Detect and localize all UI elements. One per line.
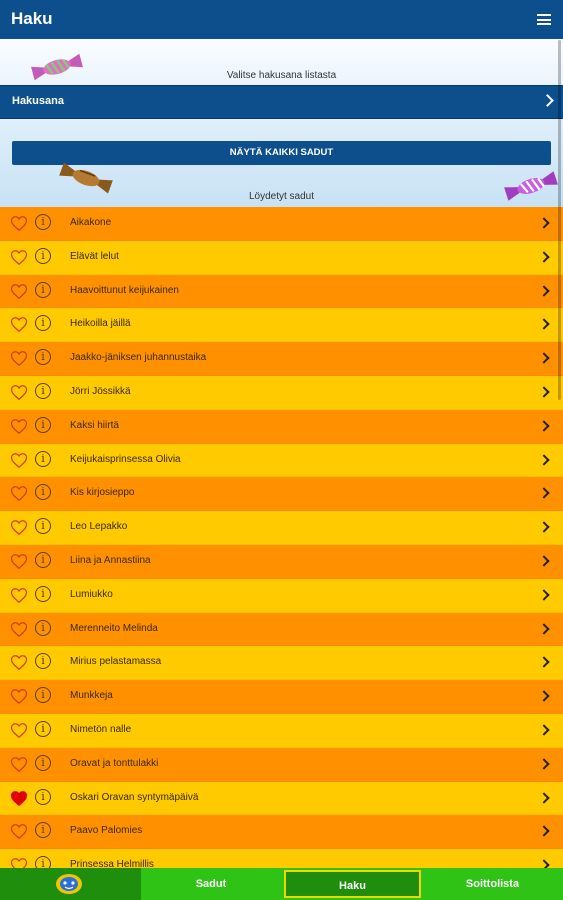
story-title: Kis kirjosieppo xyxy=(70,487,135,499)
info-icon[interactable]: i xyxy=(35,451,51,467)
chevron-right-icon xyxy=(538,386,549,397)
heart-icon[interactable] xyxy=(10,587,28,604)
chevron-right-icon xyxy=(538,420,549,431)
search-term-label: Hakusana xyxy=(12,95,64,107)
list-item[interactable] xyxy=(0,815,563,849)
found-stories-label: Löydetyt sadut xyxy=(248,191,315,202)
list-item[interactable] xyxy=(0,444,563,478)
heart-icon[interactable] xyxy=(10,790,28,807)
list-item[interactable] xyxy=(0,782,563,816)
list-item[interactable] xyxy=(0,511,563,545)
story-title: Prinsessa Helmillis xyxy=(70,859,154,868)
info-icon[interactable]: i xyxy=(35,315,51,331)
info-icon[interactable]: i xyxy=(35,282,51,298)
info-icon[interactable]: i xyxy=(35,856,51,868)
show-all-stories-button[interactable]: NÄYTÄ KAIKKI SADUT xyxy=(12,141,551,165)
story-list xyxy=(0,207,563,868)
heart-icon[interactable] xyxy=(10,823,28,840)
search-header xyxy=(0,39,563,207)
info-icon[interactable]: i xyxy=(35,755,51,771)
heart-icon[interactable] xyxy=(10,621,28,638)
heart-icon[interactable] xyxy=(10,418,28,435)
chevron-right-icon xyxy=(538,758,549,769)
heart-icon[interactable] xyxy=(10,283,28,300)
info-icon[interactable]: i xyxy=(35,383,51,399)
info-icon[interactable]: i xyxy=(35,822,51,838)
heart-icon[interactable] xyxy=(10,249,28,266)
chevron-right-icon xyxy=(538,251,549,262)
heart-icon[interactable] xyxy=(10,553,28,570)
info-icon[interactable]: i xyxy=(35,789,51,805)
candy-purple-icon xyxy=(503,170,559,202)
hamburger-menu-icon[interactable] xyxy=(537,14,551,25)
list-item[interactable] xyxy=(0,579,563,613)
info-icon[interactable]: i xyxy=(35,417,51,433)
story-title: Leo Lepakko xyxy=(70,521,128,533)
story-title: Nimetön nalle xyxy=(70,723,132,735)
candy-brown-icon xyxy=(58,162,114,194)
scrollbar[interactable] xyxy=(558,40,561,400)
chevron-right-icon xyxy=(538,690,549,701)
heart-icon[interactable] xyxy=(10,654,28,671)
chevron-right-icon xyxy=(538,522,549,533)
chevron-right-icon xyxy=(538,792,549,803)
list-item[interactable] xyxy=(0,275,563,309)
story-title: Lumiukko xyxy=(70,588,113,600)
info-icon[interactable]: i xyxy=(35,586,51,602)
heart-icon[interactable] xyxy=(10,756,28,773)
info-icon[interactable]: i xyxy=(35,687,51,703)
info-icon[interactable]: i xyxy=(35,484,51,500)
story-title: Elävät lelut xyxy=(70,250,119,262)
story-title: Liina ja Annastiina xyxy=(70,554,151,566)
info-icon[interactable]: i xyxy=(35,248,51,264)
tab-sadut[interactable]: Sadut xyxy=(195,878,227,890)
heart-icon[interactable] xyxy=(10,384,28,401)
info-icon[interactable]: i xyxy=(35,653,51,669)
chevron-right-icon xyxy=(538,724,549,735)
heart-icon[interactable] xyxy=(10,688,28,705)
chevron-right-icon xyxy=(538,589,549,600)
chevron-right-icon xyxy=(538,826,549,837)
chevron-right-icon xyxy=(538,353,549,364)
story-title: Aikakone xyxy=(70,217,112,228)
list-item[interactable] xyxy=(0,410,563,444)
page-title: Haku xyxy=(11,9,53,28)
info-icon[interactable]: i xyxy=(35,552,51,568)
list-item[interactable] xyxy=(0,545,563,579)
list-item[interactable] xyxy=(0,342,563,376)
chevron-right-icon xyxy=(538,859,549,868)
info-icon[interactable]: i xyxy=(35,518,51,534)
story-title: Oravat ja tonttulakki xyxy=(70,757,159,769)
app-bar xyxy=(0,0,563,39)
list-item[interactable] xyxy=(0,680,563,714)
chevron-right-icon xyxy=(541,94,554,107)
tab-home[interactable] xyxy=(0,868,141,900)
story-title: Heikoilla jäillä xyxy=(70,318,131,330)
info-icon[interactable]: i xyxy=(35,349,51,365)
chevron-right-icon xyxy=(538,319,549,330)
chevron-right-icon xyxy=(538,488,549,499)
flower-logo-icon xyxy=(54,872,84,896)
list-item[interactable] xyxy=(0,376,563,410)
heart-icon[interactable] xyxy=(10,452,28,469)
chevron-right-icon xyxy=(538,623,549,634)
list-item[interactable] xyxy=(0,207,563,241)
heart-icon[interactable] xyxy=(10,215,28,232)
chevron-right-icon xyxy=(538,454,549,465)
list-item[interactable] xyxy=(0,241,563,275)
chevron-right-icon xyxy=(538,217,549,228)
story-title: Munkkeja xyxy=(70,690,113,702)
tab-soittolista[interactable]: Soittolista xyxy=(465,878,520,890)
story-title: Merenneito Melinda xyxy=(70,622,158,634)
chevron-right-icon xyxy=(538,285,549,296)
list-item[interactable] xyxy=(0,849,563,868)
story-title: Jaakko-jäniksen juhannustaika xyxy=(70,352,207,364)
tab-haku[interactable]: Haku xyxy=(284,870,421,898)
story-title: Kaksi hiirtä xyxy=(70,419,119,431)
story-title: Mirius pelastamassa xyxy=(70,656,162,668)
heart-icon[interactable] xyxy=(10,519,28,536)
chevron-right-icon xyxy=(538,555,549,566)
list-item[interactable] xyxy=(0,613,563,647)
story-title: Jörri Jössikkä xyxy=(70,385,131,397)
heart-icon[interactable] xyxy=(10,350,28,367)
story-title: Haavoittunut keijukainen xyxy=(70,284,179,296)
heart-icon[interactable] xyxy=(10,485,28,502)
info-icon[interactable]: i xyxy=(35,620,51,636)
story-title: Oskari Oravan syntymäpäivä xyxy=(70,791,199,803)
heart-icon[interactable] xyxy=(10,722,28,739)
instruction-text: Valitse hakusana listasta xyxy=(226,70,337,81)
list-item[interactable] xyxy=(0,714,563,748)
list-item[interactable] xyxy=(0,748,563,782)
story-title: Paavo Palomies xyxy=(70,825,143,837)
list-item[interactable] xyxy=(0,646,563,680)
list-item[interactable] xyxy=(0,477,563,511)
heart-icon[interactable] xyxy=(10,316,28,333)
heart-icon[interactable] xyxy=(10,857,28,868)
info-icon[interactable]: i xyxy=(35,721,51,737)
list-item[interactable] xyxy=(0,308,563,342)
bottom-navigation xyxy=(0,868,563,900)
chevron-right-icon xyxy=(538,657,549,668)
story-title: Keijukaisprinsessa Olivia xyxy=(70,453,181,465)
search-term-selector[interactable] xyxy=(0,85,563,119)
info-icon[interactable]: i xyxy=(35,214,51,230)
